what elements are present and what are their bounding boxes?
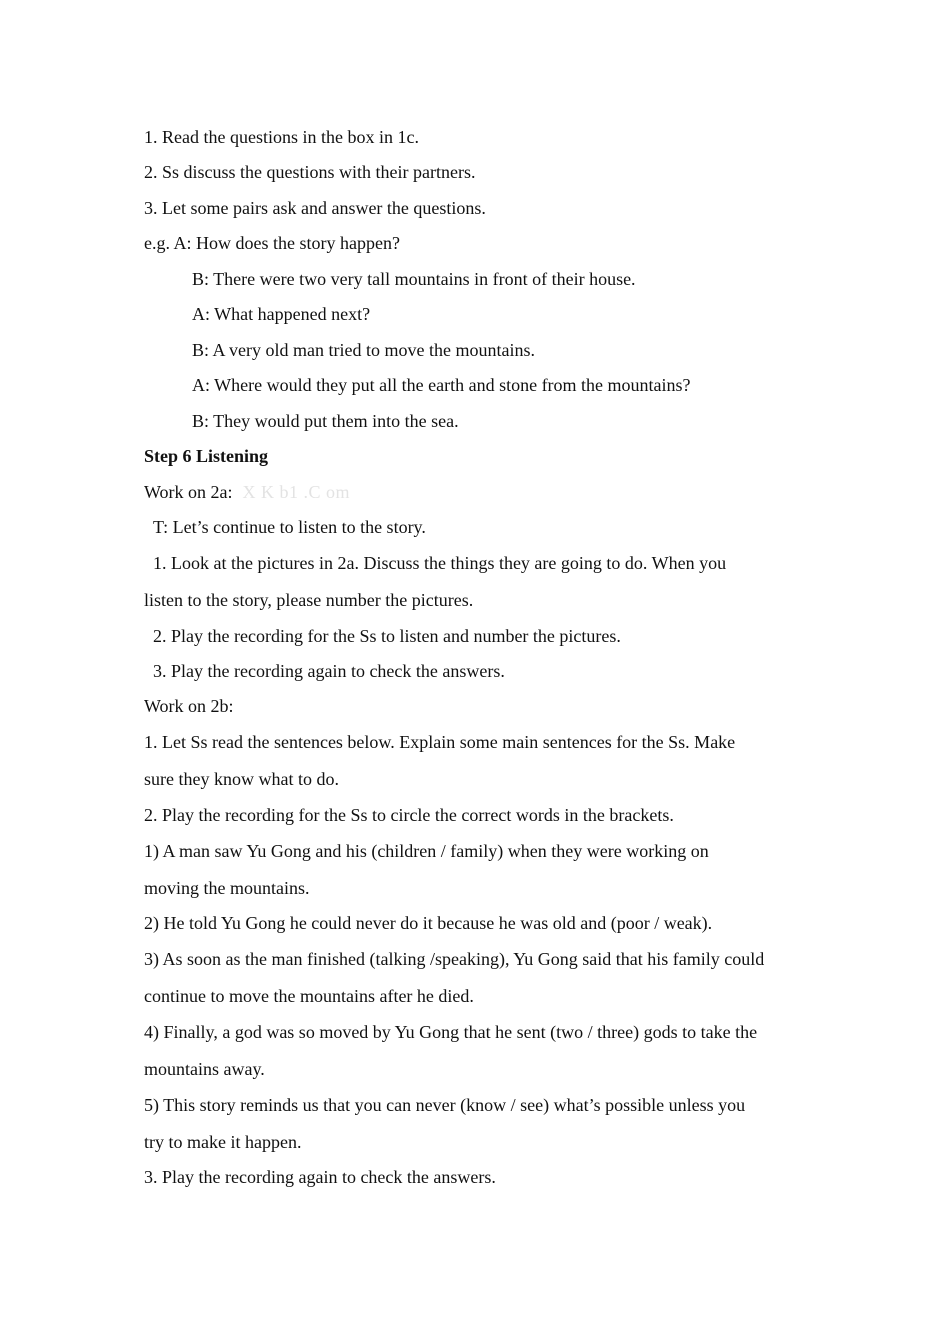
text-line: mountains away. — [144, 1059, 265, 1079]
dialog-line: A: What happened next? — [192, 304, 371, 324]
text-line: listen to the story, please number the pictures. — [144, 590, 474, 610]
text-line: 1. Let Ss read the sentences below. Explain some main sentences for the Ss. Make — [144, 732, 736, 752]
text-line: 1) A man saw Yu Gong and his (children / family) when they were working on — [144, 841, 709, 861]
text-line: 2. Play the recording for the Ss to listen and number the pictures. — [153, 626, 621, 646]
text-line: 5) This story reminds us that you can never (know / see) what’s possible unless you — [144, 1095, 746, 1115]
text-line: 3. Play the recording again to check the answers. — [153, 661, 505, 681]
subheading-line — [144, 481, 350, 503]
example-line: e.g. A: How does the story happen? — [144, 233, 400, 253]
dialog-line: A: Where would they put all the earth and stone from the mountains? — [192, 375, 691, 395]
text-line: try to make it happen. — [144, 1132, 302, 1152]
dialog-line: B: A very old man tried to move the mountains. — [192, 340, 535, 360]
dialog-line: B: They would put them into the sea. — [192, 411, 459, 431]
text-line: 2. Ss discuss the questions with their partners. — [144, 162, 476, 182]
text-line: 1. Read the questions in the box in 1c. — [144, 127, 419, 147]
text-line: 2. Play the recording for the Ss to circle the correct words in the brackets. — [144, 805, 674, 825]
section-heading: Step 6 Listening — [144, 446, 269, 466]
text-line: 3. Let some pairs ask and answer the questions. — [144, 198, 486, 218]
text-line: 3. Play the recording again to check the answers. — [144, 1167, 496, 1187]
text-line: moving the mountains. — [144, 878, 310, 898]
text-line: 2) He told Yu Gong he could never do it because he was old and (poor / weak). — [144, 913, 713, 933]
text-line: 4) Finally, a god was so moved by Yu Gong that he sent (two / three) gods to take the — [144, 1022, 758, 1042]
text-line: 1. Look at the pictures in 2a. Discuss the things they are going to do. When you — [153, 553, 727, 573]
text-line: sure they know what to do. — [144, 769, 339, 789]
watermark-text: X K b1 .C om — [242, 482, 351, 502]
text-line: T: Let’s continue to listen to the story. — [153, 517, 426, 537]
text-line: 3) As soon as the man finished (talking /speaking), Yu Gong said that his family could — [144, 949, 765, 969]
subheading-line: Work on 2b: — [144, 696, 234, 716]
subheading-text: Work on 2a: — [144, 482, 233, 502]
text-line: continue to move the mountains after he died. — [144, 986, 474, 1006]
dialog-line: B: There were two very tall mountains in front of their house. — [192, 269, 636, 289]
